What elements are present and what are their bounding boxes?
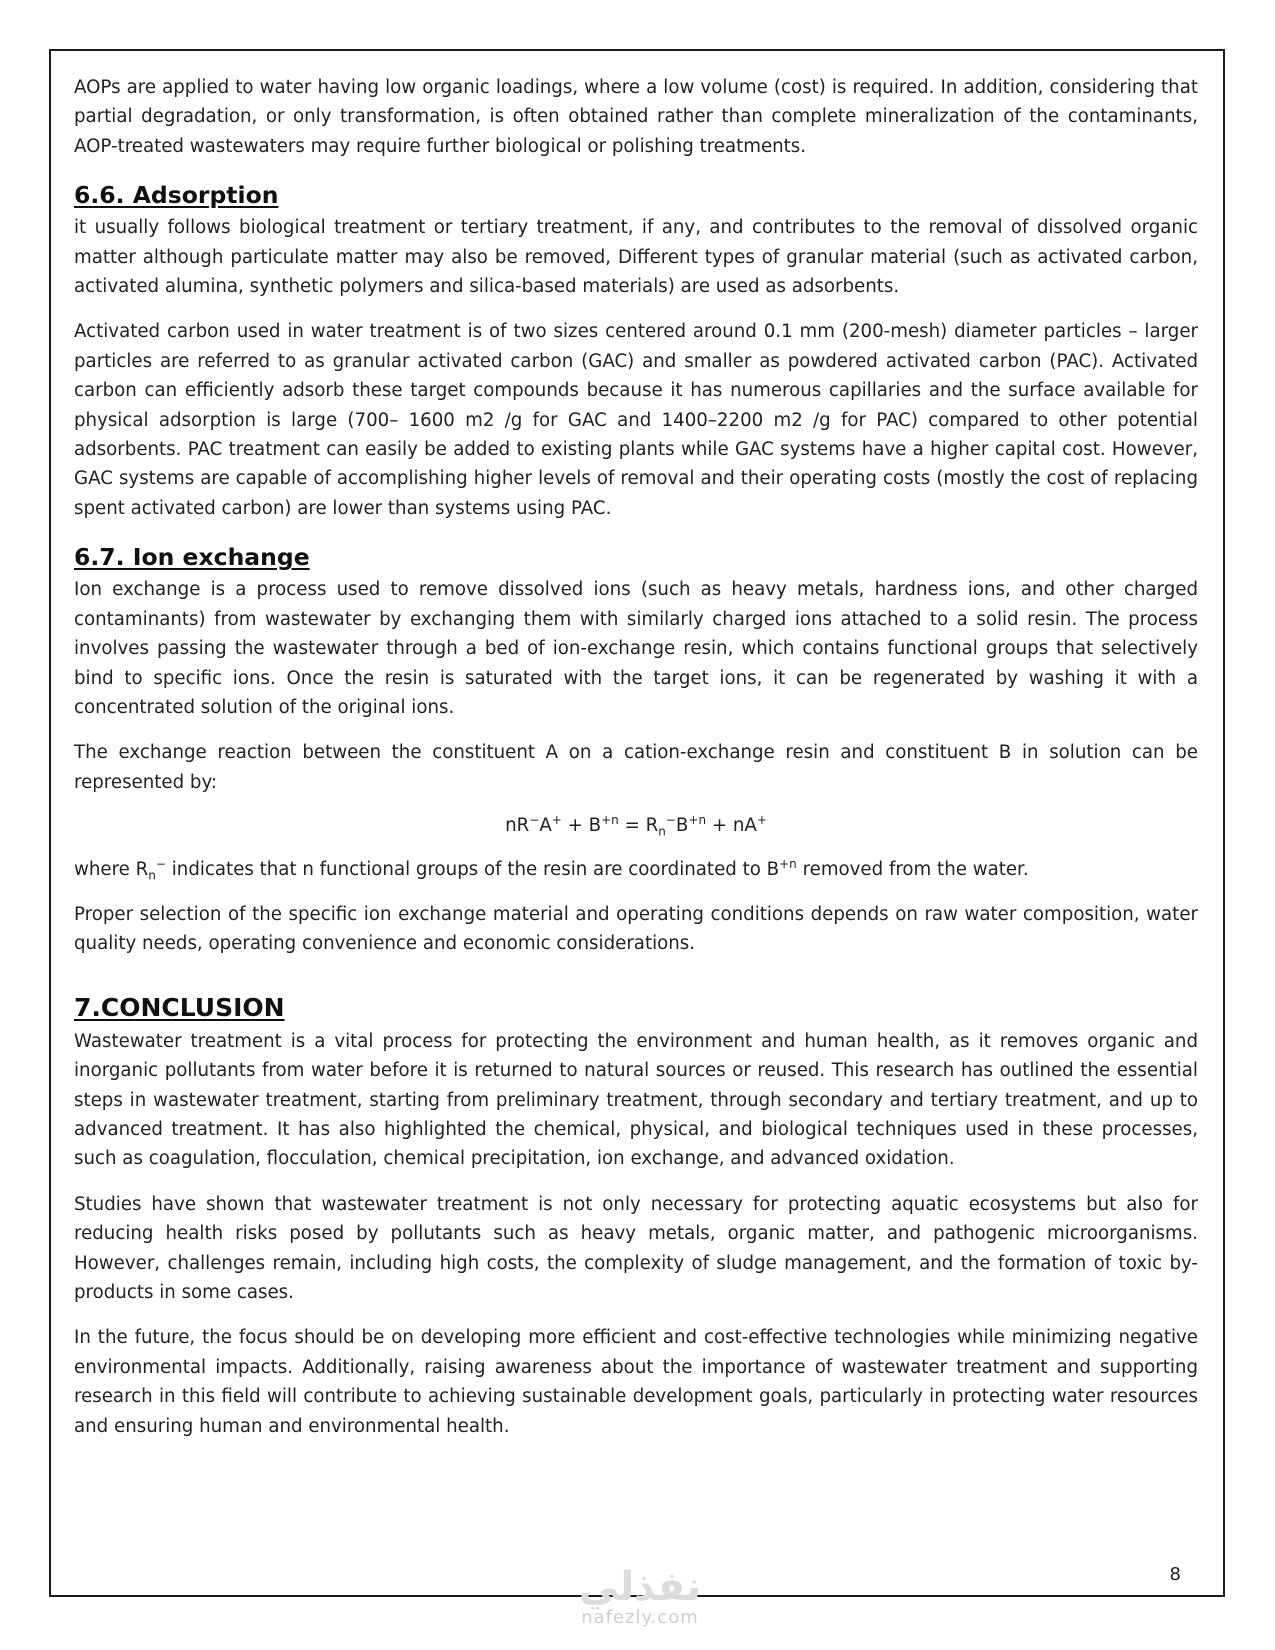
watermark-logo: نفذلي: [578, 1564, 702, 1610]
section-heading-conclusion: 7.CONCLUSION: [74, 992, 285, 1022]
conclusion-paragraph-2: Studies have shown that wastewater treatment is not only necessary for protecting aquatic ecosystems but also for reducing health risks posed by pollutants such as heavy metals, organic matter, and pathogenic microorganisms. However, challenges remain, including high costs, the complexity of sludge management, and the formation of toxic by-products in some cases.: [74, 1193, 1198, 1303]
ion-exchange-paragraph-2: The exchange reaction between the constituent A on a cation-exchange resin and constituent B in solution can be represented by:: [74, 742, 1198, 793]
ion-exchange-paragraph-1: Ion exchange is a process used to remove dissolved ions (such as heavy metals, hardness ions, and other charged contaminants) from wastewater by exchanging them with similarly charged ions attached to a solid resin. The process involves passing the wastewater through a bed of ion-exchange resin, which contains functional groups that selectively bind to specific ions. Once the resin is saturated with the target ions, it can be regenerated by washing it with a concentrated solution of the original ions.: [74, 579, 1198, 718]
watermark: [555, 1566, 725, 1628]
conclusion-paragraph-1: Wastewater treatment is a vital process for protecting the environment and human health, as it removes organic and inorganic pollutants from water before it is returned to natural sources or reused. This research has outlined the essential steps in wastewater treatment, starting from preliminary treatment, through secondary and tertiary treatment, and up to advanced treatment. It has also highlighted the chemical, physical, and biological techniques used in these processes, such as coagulation, flocculation, chemical precipitation, ion exchange, and advanced oxidation.: [74, 1030, 1198, 1170]
watermark-url: nafezly.com: [581, 1607, 699, 1628]
document-body: [74, 73, 1198, 1457]
intro-paragraph: AOPs are applied to water having low organic loadings, where a low volume (cost) is required. In addition, considering that partial degradation, or only transformation, is often obtained rather than complete mineralization of the contaminants, AOP-treated wastewaters may require further biological or polishing treatments.: [74, 77, 1198, 157]
section-heading-ion-exchange: 6.7. Ion exchange: [74, 543, 310, 572]
exchange-reaction-equation: $nR^-A^+ + B^{+n} = R_n^-B^{+n} + nA^+$: [505, 813, 767, 839]
page-number: 8: [1169, 1564, 1181, 1585]
section-heading-adsorption: 6.6. Adsorption: [74, 181, 279, 210]
conclusion-paragraph-3: In the future, the focus should be on developing more efficient and cost-effective technologies while minimizing negative environmental impacts. Additionally, raising awareness about the importance of wastewater treatment and supporting research in this field will contribute to achieving sustainable development goals, particularly in protecting water resources and ensuring human and environmental health.: [74, 1327, 1198, 1437]
ion-exchange-where-paragraph: where $R_n^-$ indicates that n functional groups of the resin are coordinated to $B^{+n}$ removed from the water.: [74, 856, 1029, 883]
adsorption-paragraph-1: it usually follows biological treatment or tertiary treatment, if any, and contributes to the removal of dissolved organic matter although particulate matter may also be removed, Different types of granular material (such as activated carbon, activated alumina, synthetic polymers and silica-based materials) are used as adsorbents.: [74, 217, 1198, 298]
adsorption-paragraph-2: Activated carbon used in water treatment is of two sizes centered around 0.1 mm (200-mesh) diameter particles – larger particles are referred to as granular activated carbon (GAC) and smaller as powdered activated carbon (PAC). Activated carbon can efficiently adsorb these target compounds because it has numerous capillaries and the surface available for physical adsorption is large (700– 1600 m2 /g for GAC and 1400–2200 m2 /g for PAC) compared to other potential adsorbents. PAC treatment can easily be added to existing plants while GAC systems have a higher capital cost. However, GAC systems are capable of accomplishing higher levels of removal and their operating costs (mostly the cost of replacing spent activated carbon) are lower than systems using PAC.: [74, 321, 1198, 519]
ion-exchange-paragraph-4: Proper selection of the specific ion exchange material and operating conditions depends on raw water composition, water quality needs, operating convenience and economic considerations.: [74, 903, 1198, 955]
